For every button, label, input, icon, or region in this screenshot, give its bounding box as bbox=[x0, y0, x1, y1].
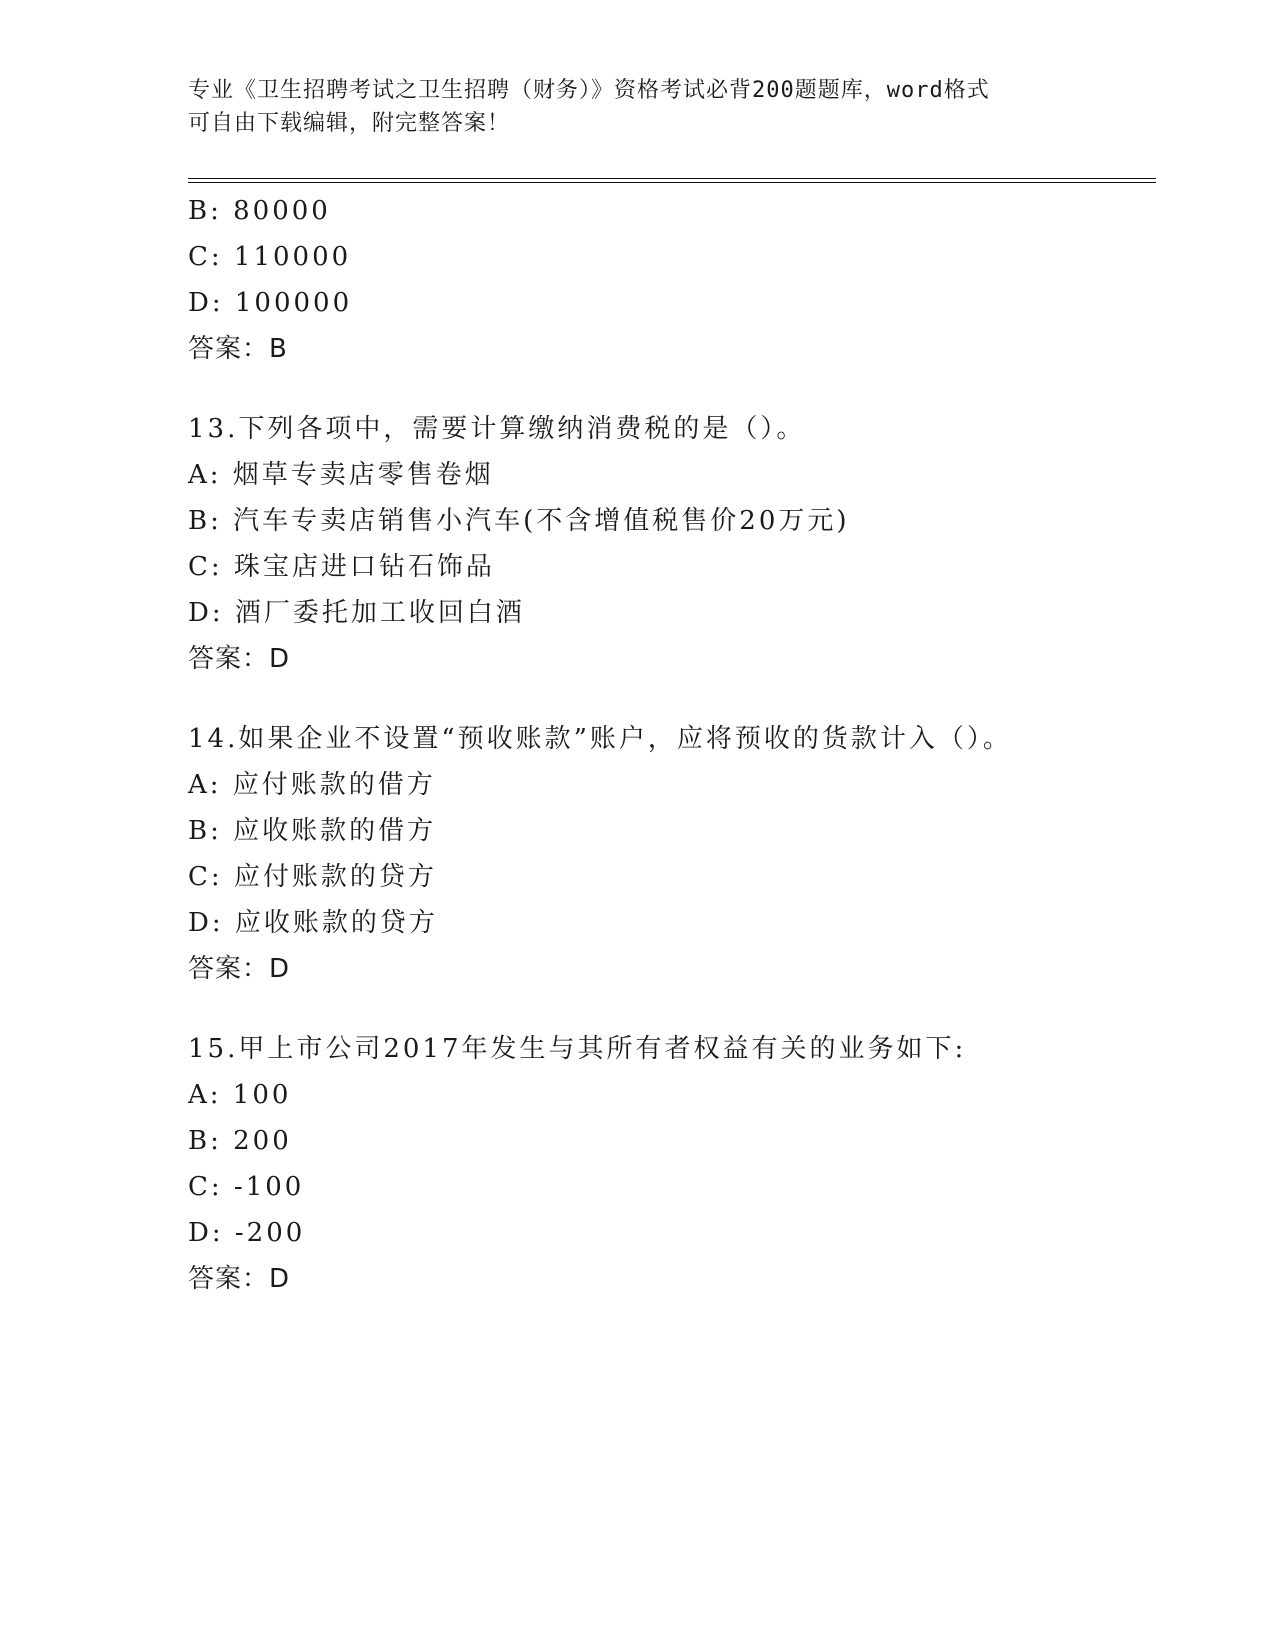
option-b: B: 80000 bbox=[188, 196, 331, 226]
option-d: D: 酒厂委托加工收回白酒 bbox=[188, 598, 525, 628]
question-stem: 13.下列各项中，需要计算缴纳消费税的是（）。 bbox=[188, 414, 806, 444]
answer-line: 答案：D bbox=[188, 954, 291, 984]
option-c: C: 110000 bbox=[188, 242, 352, 272]
question-list bbox=[188, 188, 1156, 1302]
question-stem: 15.甲上市公司2017年发生与其所有者权益有关的业务如下: bbox=[188, 1034, 967, 1064]
question-block-15 bbox=[188, 1026, 1156, 1302]
answer-line: 答案：D bbox=[188, 1264, 291, 1294]
option-d: D: 100000 bbox=[188, 288, 353, 318]
option-a: A: 烟草专卖店零售卷烟 bbox=[188, 460, 494, 490]
option-c: C: 应付账款的贷方 bbox=[188, 862, 437, 892]
question-block-12 bbox=[188, 188, 1156, 372]
question-block-14 bbox=[188, 716, 1156, 992]
option-c: C: -100 bbox=[188, 1172, 305, 1202]
option-a: A: 应付账款的借方 bbox=[188, 770, 436, 800]
option-b: B: 200 bbox=[188, 1126, 292, 1156]
option-d: D: -200 bbox=[188, 1218, 306, 1248]
question-block-13 bbox=[188, 406, 1156, 682]
header-divider-bottom bbox=[188, 182, 1156, 183]
header-title-line-1: 专业《卫生招聘考试之卫生招聘（财务）》资格考试必背200题题库，word格式 bbox=[188, 78, 990, 103]
option-a: A: 100 bbox=[188, 1080, 292, 1110]
document-header bbox=[188, 74, 1088, 140]
option-b: B: 应收账款的借方 bbox=[188, 816, 437, 846]
header-title-line-2: 可自由下载编辑，附完整答案！ bbox=[188, 111, 511, 136]
answer-line: 答案：B bbox=[188, 334, 288, 364]
answer-line: 答案：D bbox=[188, 644, 291, 674]
header-divider-top bbox=[188, 178, 1156, 179]
question-stem: 14.如果企业不设置“预收账款”账户，应将预收的货款计入（）。 bbox=[188, 724, 1012, 754]
option-d: D: 应收账款的贷方 bbox=[188, 908, 438, 938]
option-c: C: 珠宝店进口钻石饰品 bbox=[188, 552, 495, 582]
option-b: B: 汽车专卖店销售小汽车(不含增值税售价20万元) bbox=[188, 506, 850, 536]
